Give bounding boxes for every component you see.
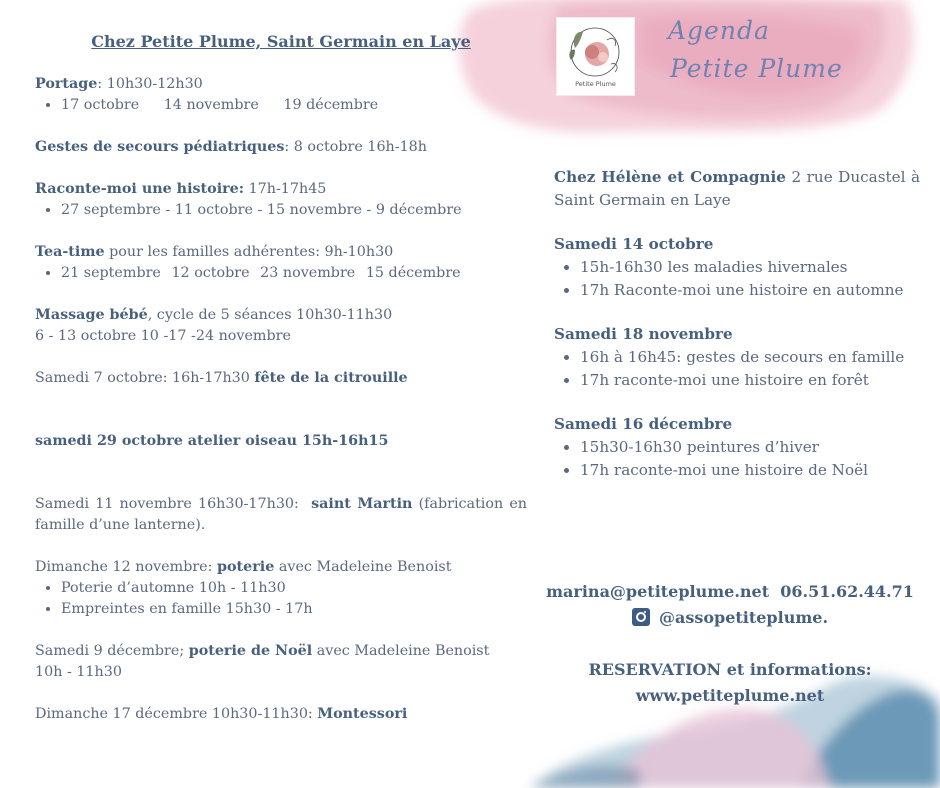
massage-block (35, 305, 527, 347)
poterie2-time: 10h - 11h30 (35, 664, 122, 680)
website-link[interactable]: www.petiteplume.net (635, 686, 825, 705)
day-item: • 15h-16h30 les maladies hivernales (580, 256, 920, 279)
instagram-icon (632, 608, 650, 626)
logo-flower-icon (557, 18, 634, 80)
petite-plume-logo (557, 18, 634, 95)
martin-label: saint Martin (311, 496, 413, 512)
day-block (554, 413, 920, 482)
martin-details: (fabrication en famille d’une lanterne). (35, 496, 527, 533)
massage-label: Massage bébé (35, 307, 148, 323)
instagram-line (520, 608, 940, 627)
portage-date: 19 décembre (283, 97, 379, 113)
poterie1-item: • Poterie d’automne 10h - 11h30 (61, 578, 527, 599)
teatime-block (35, 242, 527, 284)
secours-time: : 8 octobre 16h-18h (284, 139, 427, 155)
portage-date: 17 octobre (61, 97, 140, 113)
massage-dates: 6 - 13 octobre 10 -17 -24 novembre (35, 328, 291, 344)
poterie-noel-block (35, 641, 527, 683)
poterie1-teacher: avec Madeleine Benoist (274, 559, 452, 575)
helene-address: 2 rue Ducastel à Saint Germain en Laye (554, 168, 920, 209)
montessori-block (35, 704, 527, 725)
teatime-date: 23 novembre (260, 265, 356, 281)
portage-block (35, 74, 527, 116)
poterie1-item: • Empreintes en famille 15h30 - 17h (61, 599, 527, 620)
montessori-label: Montessori (317, 706, 408, 722)
instagram-handle[interactable]: @assopetiteplume. (658, 608, 829, 627)
portage-date: 14 novembre (163, 97, 259, 113)
day-title: Samedi 18 novembre (554, 325, 733, 343)
raconte-dates: • 27 septembre - 11 octobre - 15 novembre - 9 décembre (61, 200, 527, 221)
phone-number: 06.51.62.44.71 (780, 582, 914, 601)
poterie2-label: poterie de Noël (188, 643, 313, 659)
helene-intro (554, 166, 920, 212)
teatime-info: pour les familles adhérentes: 9h-10h30 (104, 244, 394, 260)
martin-block (35, 494, 527, 536)
portage-label: Portage (35, 76, 98, 92)
day-item: • 17h Raconte-moi une histoire en automne (580, 279, 920, 302)
contact-line (520, 582, 940, 601)
teatime-label: Tea-time (35, 244, 105, 260)
day-item: • 16h à 16h45: gestes de secours en famille (580, 346, 920, 369)
agenda-line1: Agenda (668, 16, 770, 45)
email-link[interactable]: marina@petiteplume.net (546, 582, 770, 601)
montessori-date: Dimanche 17 décembre 10h30-11h30: (35, 706, 318, 722)
teatime-dates (61, 263, 527, 284)
raconte-time: 17h-17h45 (244, 181, 327, 197)
massage-info: , cycle de 5 séances 10h30-11h30 (147, 307, 393, 323)
agenda-line2: Petite Plume (670, 54, 843, 83)
teatime-date: 12 octobre (171, 265, 250, 281)
reservation-label: RESERVATION et informations: (588, 660, 872, 679)
helene-name: Chez Hélène et Compagnie (554, 168, 786, 186)
secours-label: Gestes de secours pédiatriques (35, 139, 285, 155)
left-column (35, 31, 527, 746)
poterie2-date: Samedi 9 décembre; (35, 643, 189, 659)
day-item: • 17h raconte-moi une histoire de Noël (580, 459, 920, 482)
raconte-label: Raconte-moi une histoire: (35, 181, 245, 197)
citrouille-label: fête de la citrouille (254, 370, 408, 386)
oiseau-block (35, 431, 527, 452)
logo-text: Petite Plume (575, 80, 616, 88)
poterie-automne-block (35, 557, 527, 620)
teatime-date: 21 septembre (61, 265, 161, 281)
citrouille-date: Samedi 7 octobre: 16h-17h30 (35, 370, 255, 386)
martin-date: Samedi 11 novembre 16h30-17h30: (35, 496, 312, 512)
poterie1-label: poterie (217, 559, 275, 575)
raconte-block (35, 179, 527, 221)
poterie1-date: Dimanche 12 novembre: (35, 559, 217, 575)
day-block (554, 233, 920, 302)
teatime-date: 15 décembre (365, 265, 461, 281)
day-item: • 15h30-16h30 peintures d’hiver (580, 436, 920, 459)
day-title: Samedi 16 décembre (554, 415, 733, 433)
day-block (554, 323, 920, 392)
portage-dates (61, 95, 527, 116)
portage-time: : 10h30-12h30 (97, 76, 203, 92)
left-title: Chez Petite Plume, Saint Germain en Laye (91, 32, 471, 51)
day-title: Samedi 14 octobre (554, 235, 714, 253)
oiseau-event: samedi 29 octobre atelier oiseau 15h-16h15 (35, 433, 389, 449)
agenda-title (668, 12, 843, 88)
citrouille-block (35, 368, 527, 389)
day-item: • 17h raconte-moi une histoire en forêt (580, 369, 920, 392)
secours-block (35, 137, 527, 158)
right-column (554, 166, 920, 503)
poterie2-teacher: avec Madeleine Benoist (312, 643, 490, 659)
